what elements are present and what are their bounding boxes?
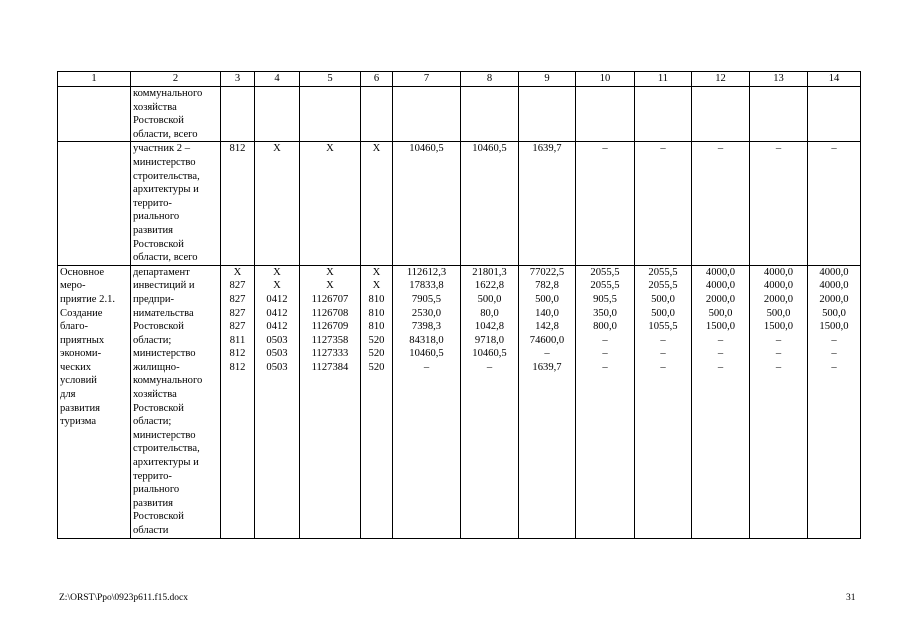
value-cell — [461, 265, 519, 538]
value-line: – — [660, 361, 666, 373]
value-line: 2055,5 — [590, 266, 620, 278]
value-line: X — [233, 266, 242, 278]
value-line: 142,8 — [535, 321, 559, 333]
value-cell — [692, 87, 750, 142]
value-line: 10460,5 — [472, 348, 507, 360]
value-line: 1500,0 — [763, 321, 794, 333]
value-line: 500,0 — [708, 307, 733, 319]
participant-cell: участник 2 – министерство строительства, архитектуры и террито- риального развития Ростовской области, всего — [131, 142, 221, 265]
value-line: 1127333 — [311, 348, 349, 360]
header-cell: 8 — [461, 72, 519, 87]
value-line: – — [831, 361, 837, 373]
value-line: 1126709 — [311, 321, 349, 333]
value-line: X — [372, 280, 381, 292]
value-line: 500,0 — [822, 307, 846, 319]
header-cell: 2 — [131, 72, 221, 87]
value-line: 0503 — [266, 334, 288, 346]
value-line: 7905,5 — [411, 293, 442, 305]
value-line: 4000,0 — [763, 266, 794, 278]
value-cell: – — [635, 142, 692, 265]
value-line: 1127384 — [311, 361, 349, 373]
value-line: 1639,7 — [532, 361, 562, 373]
value-line: 500,0 — [535, 293, 559, 305]
value-line: 0503 — [266, 348, 288, 360]
header-cell: 1 — [58, 72, 131, 87]
value-line: 1622,8 — [474, 280, 505, 292]
value-line: 520 — [368, 334, 385, 346]
value-line: 1126707 — [311, 293, 349, 305]
value-line: 2055,5 — [648, 280, 678, 292]
value-cell — [361, 265, 393, 538]
value-line: 2055,5 — [648, 266, 678, 278]
header-cell: 3 — [221, 72, 255, 87]
value-cell — [635, 265, 692, 538]
measure-cell — [58, 87, 131, 142]
measure-cell — [58, 142, 131, 265]
header-cell: 14 — [808, 72, 861, 87]
value-line: 2055,5 — [590, 280, 620, 292]
value-line: 812 — [229, 348, 246, 360]
value-cell: 1639,7 — [519, 142, 576, 265]
budget-table — [57, 71, 861, 539]
value-cell — [255, 87, 300, 142]
value-cell — [393, 87, 461, 142]
value-line: 84318,0 — [409, 334, 444, 346]
value-cell — [519, 265, 576, 538]
value-cell — [461, 87, 519, 142]
value-cell: – — [750, 142, 808, 265]
value-line: 4000,0 — [819, 266, 849, 278]
participant-cell: коммунального хозяйства Ростовской области, всего — [131, 87, 221, 142]
header-cell: 5 — [300, 72, 361, 87]
value-line: 827 — [229, 321, 246, 333]
page-number: 31 — [846, 593, 856, 603]
value-cell — [300, 87, 361, 142]
value-line: X — [372, 266, 381, 278]
value-line: – — [831, 334, 837, 346]
header-cell: 7 — [393, 72, 461, 87]
value-line: – — [660, 334, 666, 346]
value-line: 17833,8 — [409, 280, 444, 292]
value-line: 1500,0 — [819, 321, 849, 333]
header-cell: 9 — [519, 72, 576, 87]
value-line: 9718,0 — [474, 334, 505, 346]
value-line: 1055,5 — [648, 321, 678, 333]
table-row — [58, 265, 861, 538]
value-line: 4000,0 — [705, 266, 736, 278]
value-cell — [750, 265, 808, 538]
value-line: – — [602, 334, 608, 346]
value-line: – — [660, 348, 666, 360]
value-line: 7398,3 — [411, 321, 442, 333]
value-cell — [255, 265, 300, 538]
value-line: 2530,0 — [411, 307, 442, 319]
value-cell — [635, 87, 692, 142]
value-line: – — [775, 361, 782, 373]
value-line: 827 — [229, 307, 246, 319]
value-line: 520 — [368, 348, 385, 360]
value-line: X — [326, 266, 334, 278]
value-line: – — [775, 334, 782, 346]
value-line: 140,0 — [535, 307, 559, 319]
value-line: 2000,0 — [705, 293, 736, 305]
value-line: – — [717, 361, 724, 373]
value-line: 500,0 — [651, 307, 675, 319]
value-line: 812 — [229, 361, 246, 373]
value-cell — [300, 265, 361, 538]
measure-cell: Основное меро- приятие 2.1. Создание благо- приятных экономи- ческих условий для развития туризма — [58, 265, 131, 538]
value-line: 0412 — [266, 321, 288, 333]
value-line: 350,0 — [593, 307, 617, 319]
value-line: 810 — [368, 307, 385, 319]
value-line: 827 — [229, 280, 246, 292]
value-cell: 812 — [221, 142, 255, 265]
value-line: 800,0 — [593, 321, 617, 333]
value-line: 782,8 — [535, 280, 559, 292]
value-cell — [692, 265, 750, 538]
value-line: 0503 — [266, 361, 288, 373]
value-line: 1127358 — [311, 334, 349, 346]
value-cell: 10460,5 — [393, 142, 461, 265]
value-line: – — [717, 348, 724, 360]
header-cell: 13 — [750, 72, 808, 87]
value-line: 77022,5 — [529, 266, 565, 278]
value-line: 500,0 — [651, 293, 675, 305]
value-line: 74600,0 — [529, 334, 565, 346]
value-line: – — [831, 348, 837, 360]
value-line: – — [486, 361, 493, 373]
value-cell — [221, 265, 255, 538]
value-line: X — [326, 280, 334, 292]
value-line: 0412 — [266, 307, 288, 319]
value-line: 112612,3 — [406, 266, 447, 278]
value-cell: – — [576, 142, 635, 265]
value-line: 10460,5 — [409, 348, 444, 360]
value-cell — [750, 87, 808, 142]
value-cell: X — [255, 142, 300, 265]
table-row — [58, 87, 861, 142]
header-cell: 6 — [361, 72, 393, 87]
value-line: – — [423, 361, 430, 373]
value-cell: – — [692, 142, 750, 265]
header-cell: 12 — [692, 72, 750, 87]
header-cell: 10 — [576, 72, 635, 87]
value-cell: 10460,5 — [461, 142, 519, 265]
value-line: 811 — [229, 334, 246, 346]
value-line: – — [717, 334, 724, 346]
value-cell — [808, 265, 861, 538]
value-cell — [576, 87, 635, 142]
table-row — [58, 142, 861, 265]
value-line: 520 — [368, 361, 385, 373]
value-line: 1126708 — [311, 307, 349, 319]
value-cell — [393, 265, 461, 538]
file-path: Z:\ORST\Ppo\0923p611.f15.docx — [59, 593, 188, 603]
value-line: 4000,0 — [819, 280, 849, 292]
value-cell — [221, 87, 255, 142]
value-line: 1500,0 — [705, 321, 736, 333]
value-line: X — [273, 266, 281, 278]
value-cell — [808, 87, 861, 142]
value-line: 827 — [229, 293, 246, 305]
value-line: X — [273, 280, 281, 292]
value-cell — [576, 265, 635, 538]
value-line: 80,0 — [480, 307, 499, 319]
value-line: – — [775, 348, 782, 360]
header-cell: 11 — [635, 72, 692, 87]
value-line: 2000,0 — [819, 293, 849, 305]
value-line: 1042,8 — [474, 321, 505, 333]
value-line: – — [602, 348, 608, 360]
value-line: 500,0 — [766, 307, 791, 319]
value-line: – — [544, 348, 550, 360]
value-cell — [361, 87, 393, 142]
value-line: 4000,0 — [705, 280, 736, 292]
value-line: 0412 — [266, 293, 288, 305]
value-line: 500,0 — [477, 293, 502, 305]
value-cell: X — [361, 142, 393, 265]
value-cell: – — [808, 142, 861, 265]
column-number-row — [58, 72, 861, 87]
value-line: 810 — [368, 321, 385, 333]
value-cell: X — [300, 142, 361, 265]
participant-cell: департамент инвестиций и предпри- нимательства Ростовской области; министерство жилищно- коммунального хозяйства Ростовской области; министерство строительства, архитектуры и террито- риального развития Ростовской области — [131, 265, 221, 538]
value-line: 2000,0 — [763, 293, 794, 305]
value-line: 4000,0 — [763, 280, 794, 292]
value-line: 21801,3 — [472, 266, 507, 278]
header-cell: 4 — [255, 72, 300, 87]
value-line: 810 — [368, 293, 385, 305]
value-line: – — [602, 361, 608, 373]
value-cell — [519, 87, 576, 142]
value-line: 905,5 — [593, 293, 617, 305]
